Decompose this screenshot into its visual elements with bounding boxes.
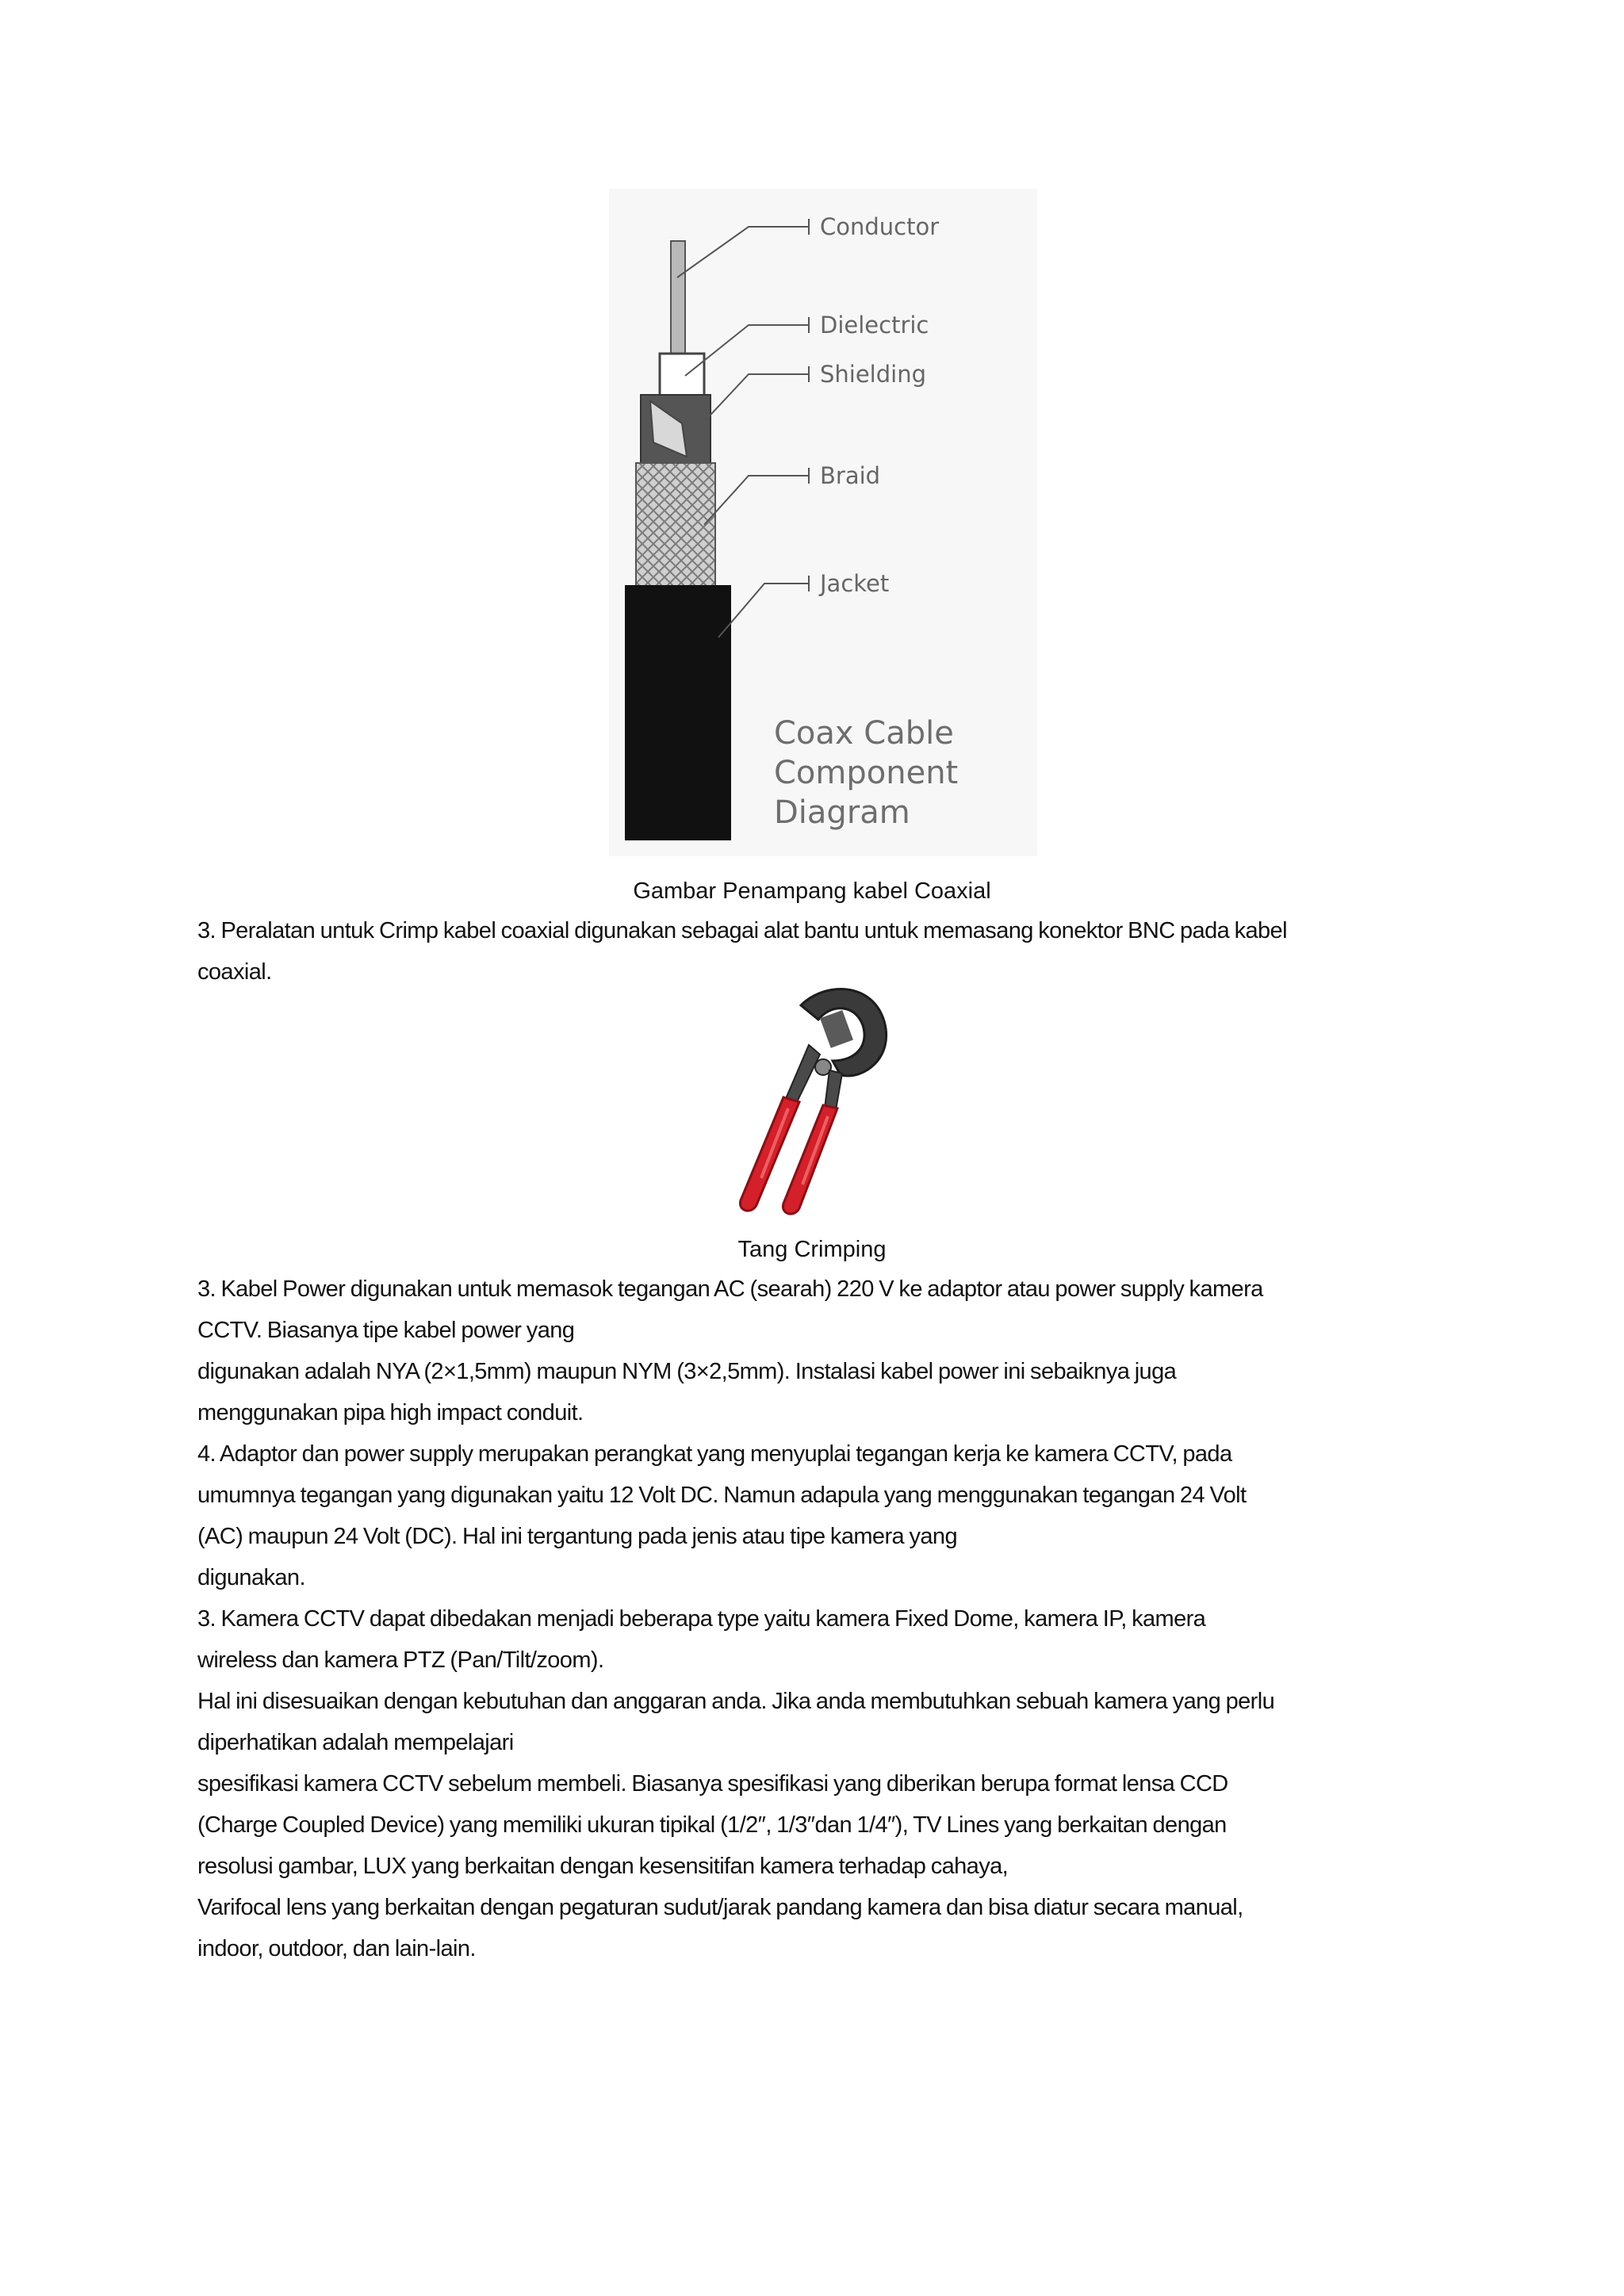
label-dielectric: Dielectric bbox=[820, 312, 929, 339]
braid-layer bbox=[636, 463, 715, 587]
label-conductor: Conductor bbox=[820, 213, 940, 240]
text-line: 3. Peralatan untuk Crimp kabel coaxial digunakan sebagai alat bantu untuk memasang konektor BNC pada kabel bbox=[197, 918, 1287, 943]
diagram-title-line-2: Component bbox=[774, 755, 959, 791]
text-line: 3. Kamera CCTV dapat dibedakan menjadi beberapa type yaitu kamera Fixed Dome, kamera IP, kamera bbox=[197, 1606, 1206, 1632]
text-line: digunakan adalah NYA (2×1,5mm) maupun NYM (3×2,5mm). Instalasi kabel power ini sebaiknya juga bbox=[197, 1359, 1177, 1384]
text-line: indoor, outdoor, dan lain-lain. bbox=[197, 1936, 476, 1961]
text-line: menggunakan pipa high impact conduit. bbox=[197, 1400, 584, 1425]
coax-figure-caption: Gambar Penampang kabel Coaxial bbox=[633, 878, 991, 904]
text-line: spesifikasi kamera CCTV sebelum membeli. Biasanya spesifikasi yang diberikan berupa format lensa CCD bbox=[197, 1771, 1228, 1797]
text-line: resolusi gambar, LUX yang berkaitan dengan kesensitifan kamera terhadap cahaya, bbox=[197, 1854, 1009, 1879]
text-line: Varifocal lens yang berkaitan dengan pegaturan sudut/jarak pandang kamera dan bisa diatur secara manual, bbox=[197, 1895, 1243, 1920]
text-line: diperhatikan adalah mempelajari bbox=[197, 1730, 514, 1755]
crimp-figure-caption: Tang Crimping bbox=[737, 1237, 887, 1262]
text-line: CCTV. Biasanya tipe kabel power yang bbox=[197, 1318, 575, 1343]
diagram-title-line-3: Diagram bbox=[774, 794, 910, 831]
text-line: Hal ini disesuaikan dengan kebutuhan dan anggaran anda. Jika anda membutuhkan sebuah kamera yang perlu bbox=[197, 1689, 1275, 1714]
crimping-tool-image bbox=[714, 982, 912, 1219]
label-jacket: Jacket bbox=[820, 570, 890, 597]
text-line: coaxial. bbox=[197, 959, 272, 985]
text-line: (Charge Coupled Device) yang memiliki ukuran tipikal (1/2″, 1/3″dan 1/4″), TV Lines yang berkaitan dengan bbox=[197, 1812, 1227, 1838]
crimp-paragraph bbox=[197, 910, 1466, 993]
text-line: 4. Adaptor dan power supply merupakan perangkat yang menyuplai tegangan kerja ke kamera CCTV, pada bbox=[197, 1441, 1232, 1467]
coax-cable-diagram bbox=[609, 189, 1037, 856]
text-line: umumnya tegangan yang digunakan yaitu 12 Volt DC. Namun adapula yang menggunakan tegangan 24 Volt bbox=[197, 1483, 1247, 1508]
conductor-core bbox=[671, 241, 685, 357]
body-text bbox=[197, 1269, 1466, 1969]
label-braid: Braid bbox=[820, 462, 881, 489]
text-line: digunakan. bbox=[197, 1565, 305, 1590]
text-line: (AC) maupun 24 Volt (DC). Hal ini tergantung pada jenis atau tipe kamera yang bbox=[197, 1524, 957, 1549]
diagram-title-line-1: Coax Cable bbox=[774, 715, 954, 752]
text-line: wireless dan kamera PTZ (Pan/Tilt/zoom). bbox=[197, 1647, 604, 1673]
jacket-layer bbox=[625, 585, 731, 840]
label-shielding: Shielding bbox=[820, 361, 926, 388]
text-line: 3. Kabel Power digunakan untuk memasok tegangan AC (searah) 220 V ke adaptor atau power supply kamera bbox=[197, 1276, 1263, 1302]
